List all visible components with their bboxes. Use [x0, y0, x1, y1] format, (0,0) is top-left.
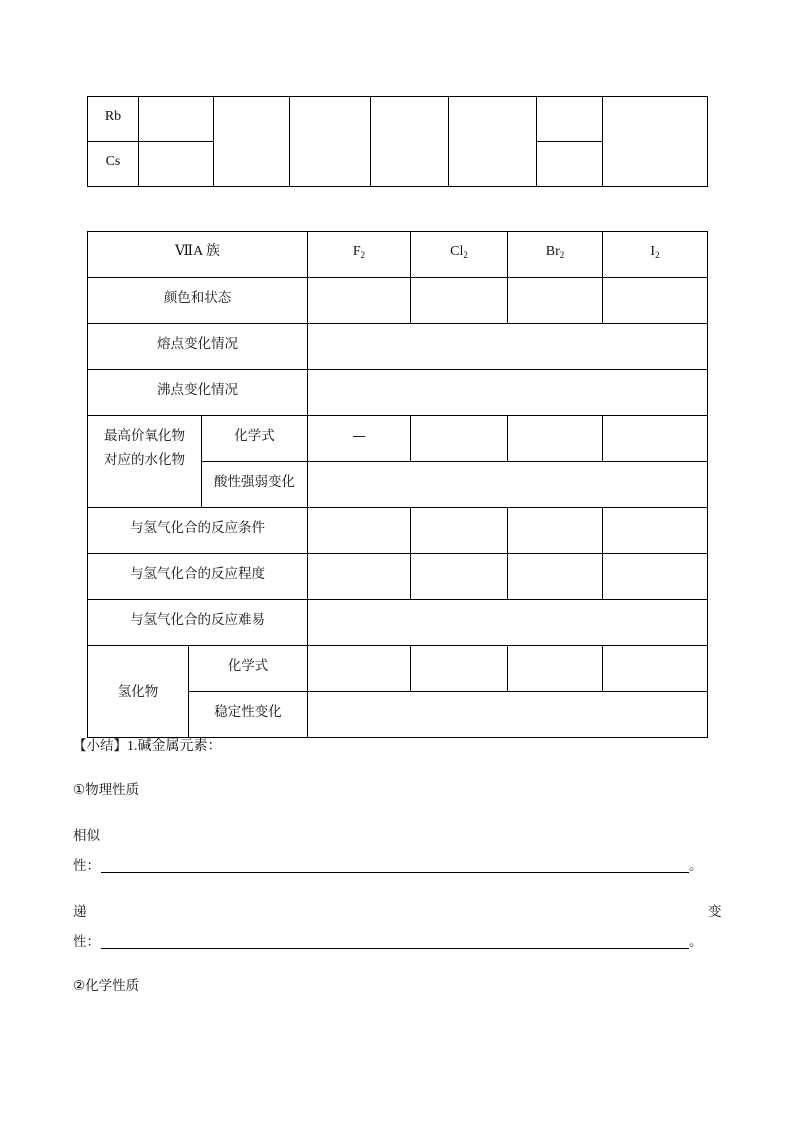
element-header-f2: $F_2$: [308, 232, 411, 278]
blank-cell[interactable]: [308, 692, 708, 738]
blank-cell[interactable]: [603, 97, 708, 187]
blank-cell[interactable]: [308, 554, 411, 600]
row-label-melting-point: 熔点变化情况: [88, 324, 308, 370]
blank-cell[interactable]: [508, 554, 603, 600]
row-label-oxide-hydrate: [88, 416, 202, 508]
blank-cell[interactable]: [603, 646, 708, 692]
blank-cell[interactable]: [290, 97, 371, 187]
blank-cell[interactable]: [508, 646, 603, 692]
gradual-label-line2: 性：: [73, 934, 100, 950]
blank-cell[interactable]: [139, 142, 214, 187]
chemical-properties-label: ②化学性质: [73, 978, 140, 994]
oxide-hydrate-line2: 对应的水化物: [104, 452, 185, 468]
similarity-answer-blank[interactable]: [101, 872, 689, 873]
group-header: ⅦA 族: [88, 232, 308, 278]
blank-cell[interactable]: [139, 97, 214, 142]
gradual-label-right: 变: [708, 904, 722, 920]
alkali-metals-table: [87, 96, 708, 187]
blank-cell[interactable]: [537, 97, 603, 142]
gradual-answer-blank[interactable]: [101, 948, 689, 949]
blank-cell[interactable]: [603, 508, 708, 554]
blank-cell[interactable]: [508, 508, 603, 554]
blank-cell[interactable]: [603, 416, 708, 462]
sub-label-stability: 稳定性变化: [189, 692, 308, 738]
row-label-rb: Rb: [88, 97, 139, 142]
blank-cell[interactable]: [308, 508, 411, 554]
blank-cell[interactable]: [308, 278, 411, 324]
row-label-hydride: 氢化物: [88, 646, 189, 738]
element-header-cl2: $Cl_2$: [411, 232, 508, 278]
blank-cell[interactable]: [411, 554, 508, 600]
element-header-br2: $Br_2$: [508, 232, 603, 278]
blank-cell[interactable]: [411, 278, 508, 324]
f-oxide-formula-dash: —: [308, 416, 411, 462]
similarity-period: 。: [689, 858, 703, 874]
blank-cell[interactable]: [308, 462, 708, 508]
blank-cell[interactable]: [308, 600, 708, 646]
row-label-boiling-point: 沸点变化情况: [88, 370, 308, 416]
blank-cell[interactable]: [308, 324, 708, 370]
blank-cell[interactable]: [449, 97, 537, 187]
blank-cell[interactable]: [411, 416, 508, 462]
oxide-hydrate-line1: 最高价氧化物: [104, 428, 185, 444]
row-label-cs: Cs: [88, 142, 139, 187]
similarity-label-line1: 相似: [73, 828, 100, 844]
blank-cell[interactable]: [308, 370, 708, 416]
element-header-i2: $I_2$: [603, 232, 708, 278]
blank-cell[interactable]: [308, 646, 411, 692]
halogens-table: [87, 231, 708, 738]
blank-cell[interactable]: [371, 97, 449, 187]
blank-cell[interactable]: [411, 508, 508, 554]
row-label-h2-difficulty: 与氢气化合的反应难易: [88, 600, 308, 646]
summary-heading: 【小结】1.碱金属元素：: [73, 738, 222, 754]
row-label-h2-condition: 与氢气化合的反应条件: [88, 508, 308, 554]
blank-cell[interactable]: [508, 278, 603, 324]
gradual-label-left: 递: [73, 904, 87, 920]
sub-label-acidity: 酸性强弱变化: [202, 462, 308, 508]
gradual-period: 。: [689, 934, 703, 950]
blank-cell[interactable]: [214, 97, 290, 187]
similarity-label-line2: 性：: [73, 858, 100, 874]
blank-cell[interactable]: [508, 416, 603, 462]
row-label-h2-degree: 与氢气化合的反应程度: [88, 554, 308, 600]
physical-properties-label: ①物理性质: [73, 782, 140, 798]
blank-cell[interactable]: [603, 278, 708, 324]
row-label-color-state: 颜色和状态: [88, 278, 308, 324]
blank-cell[interactable]: [603, 554, 708, 600]
sub-label-hydride-formula: 化学式: [189, 646, 308, 692]
blank-cell[interactable]: [411, 646, 508, 692]
blank-cell[interactable]: [537, 142, 603, 187]
sub-label-formula: 化学式: [202, 416, 308, 462]
